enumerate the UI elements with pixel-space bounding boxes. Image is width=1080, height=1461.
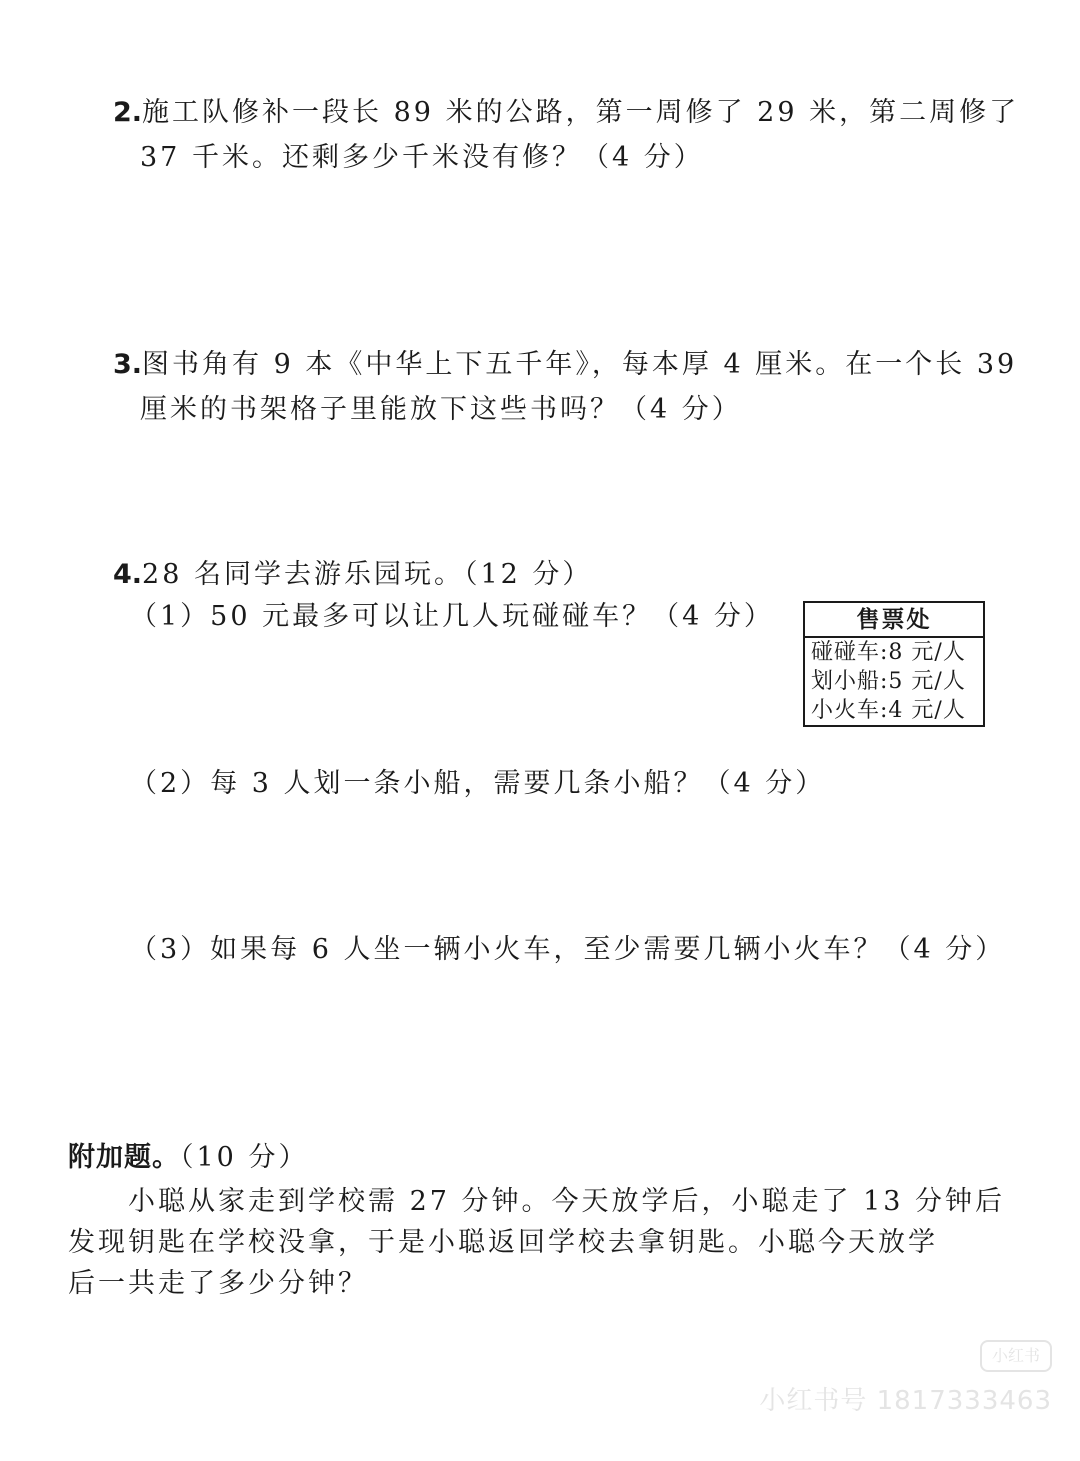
bonus-points: （10 分） — [180, 1142, 309, 1173]
question-3-number: 3. — [113, 349, 143, 380]
bonus-line-2: 发现钥匙在学校没拿，于是小聪返回学校去拿钥匙。小聪今天放学 — [68, 1227, 938, 1258]
question-3-text-1: 图书角有 9 本《中华上下五千年》，每本厚 4 厘米。在一个长 39 — [142, 349, 1018, 380]
question-4-number: 4. — [113, 559, 143, 590]
bonus-line-3: 后一共走了多少分钟？ — [68, 1268, 368, 1299]
question-2-number: 2. — [113, 97, 143, 128]
bonus-heading — [68, 1138, 308, 1178]
ticket-office-box — [803, 601, 985, 727]
ticket-office-title: 售票处 — [805, 604, 983, 638]
question-3-line-2: 厘米的书架格子里能放下这些书吗？（4 分） — [140, 394, 742, 425]
question-4-sub-1: （1）50 元最多可以让几人玩碰碰车？（4 分） — [130, 601, 774, 632]
question-4-stem-text: 28 名同学去游乐园玩。（12 分） — [142, 559, 593, 590]
watermark-text: 小红书号 1817333463 — [759, 1386, 1052, 1416]
bonus-title: 附加题。 — [68, 1142, 180, 1173]
ticket-row-train: 小火车:4 元/人 — [811, 698, 966, 723]
question-3-line-1 — [113, 345, 1017, 385]
ticket-row-boat: 划小船:5 元/人 — [811, 669, 966, 694]
question-4-sub-3: （3）如果每 6 人坐一辆小火车，至少需要几辆小火车？（4 分） — [130, 934, 1006, 965]
question-4-sub-2: （2）每 3 人划一条小船，需要几条小船？（4 分） — [130, 768, 826, 799]
question-2-text-1: 施工队修补一段长 89 米的公路，第一周修了 29 米，第二周修了 — [142, 97, 1020, 128]
question-4-stem — [113, 555, 592, 595]
question-2-line-2: 37 千米。还剩多少千米没有修？（4 分） — [140, 142, 704, 173]
watermark-logo: 小红书 — [980, 1340, 1052, 1372]
ticket-row-bumper-car: 碰碰车:8 元/人 — [811, 640, 966, 665]
bonus-line-1: 小聪从家走到学校需 27 分钟。今天放学后，小聪走了 13 分钟后 — [128, 1186, 1006, 1217]
question-2-line-1 — [113, 93, 1019, 133]
